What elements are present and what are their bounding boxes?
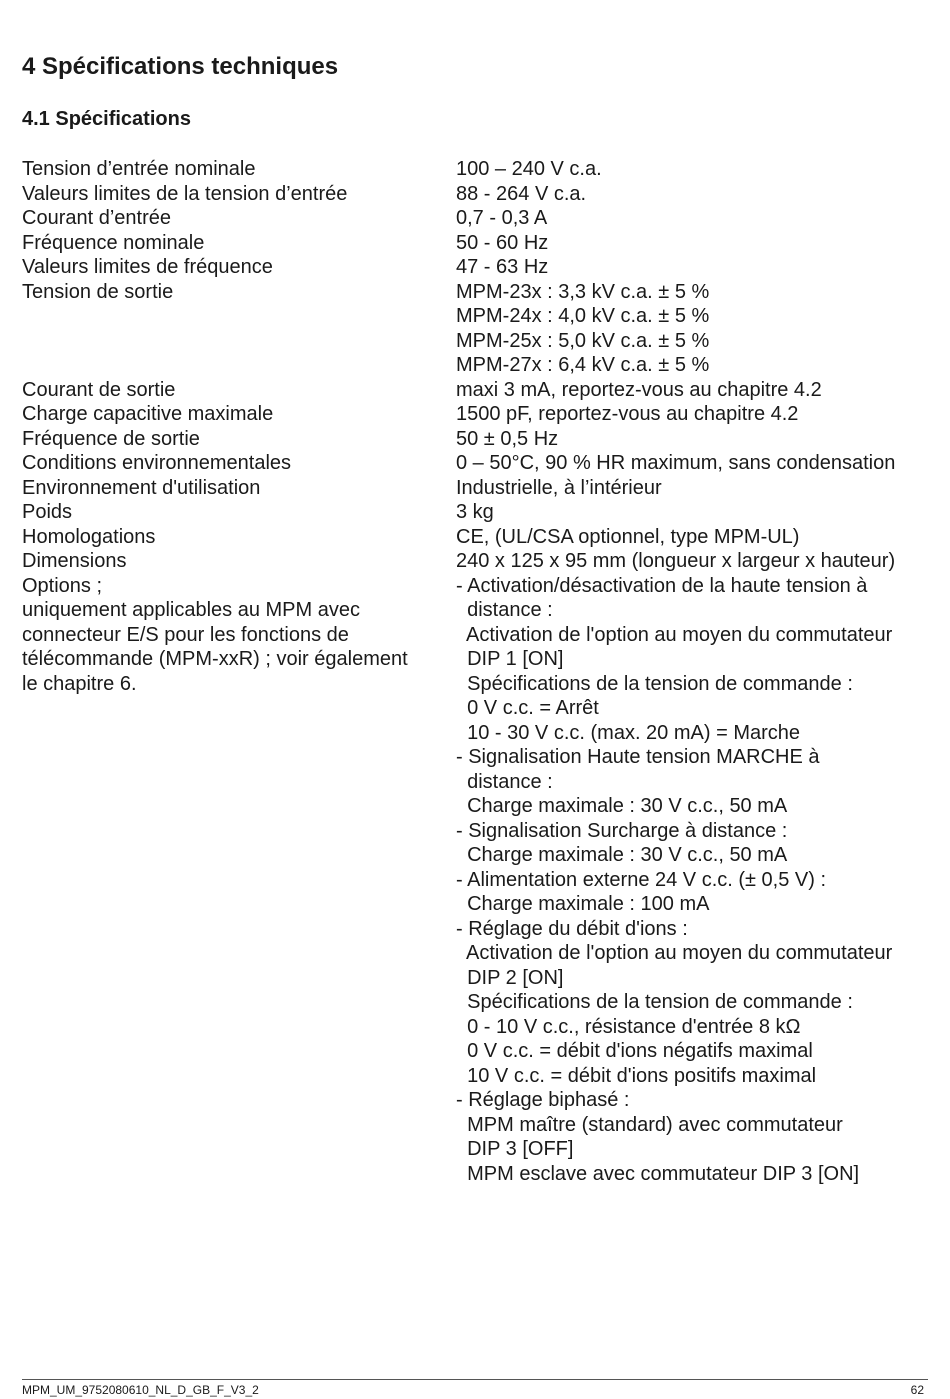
spec-row (22, 402, 932, 427)
spec-value (456, 574, 932, 1187)
spec-value-line: 88 - 264 V c.a. (456, 182, 587, 205)
spec-value-line: CE, (UL/CSA optionnel, type MPM-UL) (456, 525, 800, 548)
spec-label-line: Poids (22, 501, 73, 523)
footer-document-id: MPM_UM_9752080610_NL_D_GB_F_V3_2 (22, 1383, 259, 1397)
spec-label (22, 402, 456, 427)
spec-value-line: 50 ± 0,5 Hz (456, 427, 559, 450)
spec-label-line: télécommande (MPM-xxR) ; voir également (22, 648, 408, 670)
spec-table (22, 157, 932, 1186)
spec-row (22, 451, 932, 476)
spec-row (22, 255, 932, 280)
spec-value-line: - Activation/désactivation de la haute tension à (456, 574, 868, 597)
spec-label (22, 231, 456, 256)
spec-row (22, 206, 932, 231)
spec-value-line: MPM-25x : 5,0 kV c.a. ± 5 % (456, 329, 710, 352)
spec-value-line: - Réglage du débit d'ions : (456, 917, 688, 940)
spec-value-line: 10 V c.c. = débit d'ions positifs maximal (456, 1064, 817, 1087)
footer-divider (22, 1379, 928, 1380)
spec-label-line: Dimensions (22, 550, 127, 572)
spec-label (22, 378, 456, 403)
spec-value (456, 476, 932, 501)
spec-value (456, 378, 932, 403)
spec-value-line: MPM-27x : 6,4 kV c.a. ± 5 % (456, 354, 710, 376)
spec-value-line: 10 - 30 V c.c. (max. 20 mA) = Marche (456, 721, 801, 744)
spec-value-line: maxi 3 mA, reportez-vous au chapitre 4.2 (456, 378, 822, 401)
spec-value-line: 0,7 - 0,3 A (456, 207, 548, 229)
spec-label-line: Fréquence de sortie (22, 427, 200, 450)
page-title: 4 Spécifications techniques (22, 53, 339, 80)
spec-label (22, 255, 456, 280)
spec-label-line: Tension d’entrée nominale (22, 158, 256, 180)
spec-value-line: Activation de l'option au moyen du commutateur (456, 942, 893, 964)
spec-label (22, 574, 456, 1187)
spec-label (22, 549, 456, 574)
spec-value-line: MPM-24x : 4,0 kV c.a. ± 5 % (456, 305, 710, 327)
spec-value-line: DIP 2 [ON] (456, 966, 564, 989)
spec-value-line: MPM esclave avec commutateur DIP 3 [ON] (456, 1162, 860, 1185)
spec-value-line: 100 – 240 V c.a. (456, 158, 602, 180)
spec-label-line: Charge capacitive maximale (22, 403, 274, 425)
spec-label-line: Homologations (22, 525, 156, 548)
spec-value-line: MPM-23x : 3,3 kV c.a. ± 5 % (456, 280, 710, 303)
spec-value-line: MPM maître (standard) avec commutateur (456, 1113, 843, 1136)
spec-row (22, 427, 932, 452)
spec-row (22, 280, 932, 378)
spec-row (22, 476, 932, 501)
spec-value (456, 549, 932, 574)
spec-label-line: Fréquence nominale (22, 231, 205, 254)
spec-value-line: Activation de l'option au moyen du commutateur (456, 623, 893, 646)
spec-value (456, 182, 932, 207)
spec-value-line: 1500 pF, reportez-vous au chapitre 4.2 (456, 403, 799, 425)
spec-row (22, 378, 932, 403)
spec-value (456, 451, 932, 476)
spec-label (22, 157, 456, 182)
spec-label-line: le chapitre 6. (22, 672, 137, 695)
spec-value (456, 427, 932, 452)
spec-value-line: Charge maximale : 30 V c.c., 50 mA (456, 795, 788, 817)
spec-label-line: Courant d’entrée (22, 207, 171, 229)
spec-label-line: Courant de sortie (22, 378, 176, 401)
spec-value-line: 47 - 63 Hz (456, 256, 549, 278)
spec-label (22, 500, 456, 525)
spec-row (22, 231, 932, 256)
spec-row (22, 574, 932, 1187)
spec-value-line: Spécifications de la tension de commande : (456, 991, 853, 1013)
spec-value-line: - Alimentation externe 24 V c.c. (± 0,5 V) : (456, 868, 827, 891)
spec-value-line: - Réglage biphasé : (456, 1089, 630, 1111)
spec-value-line: - Signalisation Haute tension MARCHE à (456, 746, 820, 768)
spec-value-line: 0 V c.c. = Arrêt (456, 697, 599, 719)
spec-label-line: Valeurs limites de la tension d’entrée (22, 182, 348, 205)
spec-label-line: Tension de sortie (22, 280, 174, 303)
spec-row (22, 525, 932, 550)
spec-label-line: Options ; (22, 574, 103, 597)
spec-value-line: 240 x 125 x 95 mm (longueur x largeur x hauteur) (456, 550, 896, 572)
spec-row (22, 549, 932, 574)
spec-value-line: 0 V c.c. = débit d'ions négatifs maximal (456, 1040, 813, 1062)
spec-value-line: 50 - 60 Hz (456, 231, 549, 254)
spec-label-line: connecteur E/S pour les fonctions de (22, 623, 349, 646)
spec-label-line: Environnement d'utilisation (22, 476, 261, 499)
spec-value (456, 206, 932, 231)
spec-value (456, 157, 932, 182)
spec-label-line: Conditions environnementales (22, 452, 292, 474)
spec-value (456, 280, 932, 378)
spec-value-line: distance : (456, 599, 553, 621)
spec-value-line: Spécifications de la tension de commande : (456, 672, 853, 695)
spec-value-line: Charge maximale : 30 V c.c., 50 mA (456, 844, 788, 866)
spec-value-line: Industrielle, à l’intérieur (456, 476, 662, 499)
spec-value-line: - Signalisation Surcharge à distance : (456, 819, 788, 842)
spec-value (456, 231, 932, 256)
spec-value-line: DIP 1 [ON] (456, 648, 564, 670)
spec-value-line: DIP 3 [OFF] (456, 1138, 574, 1160)
spec-label-line: Valeurs limites de fréquence (22, 256, 273, 278)
spec-value (456, 402, 932, 427)
spec-row (22, 500, 932, 525)
spec-label-line: uniquement applicables au MPM avec (22, 599, 360, 621)
spec-value-line: 0 - 10 V c.c., résistance d'entrée 8 kΩ (456, 1015, 801, 1038)
spec-value (456, 525, 932, 550)
spec-value (456, 255, 932, 280)
spec-label (22, 427, 456, 452)
spec-value-line: distance : (456, 770, 553, 793)
spec-value-line: 0 – 50°C, 90 % HR maximum, sans condensation (456, 452, 896, 474)
spec-label (22, 525, 456, 550)
spec-label (22, 280, 456, 378)
section-title: 4.1 Spécifications (22, 108, 191, 130)
spec-label (22, 451, 456, 476)
footer-page-number: 62 (910, 1383, 924, 1397)
spec-value (456, 500, 932, 525)
spec-value-line: 3 kg (456, 501, 494, 523)
spec-label (22, 206, 456, 231)
spec-label (22, 182, 456, 207)
spec-label (22, 476, 456, 501)
spec-row (22, 157, 932, 182)
spec-row (22, 182, 932, 207)
spec-value-line: Charge maximale : 100 mA (456, 893, 710, 915)
